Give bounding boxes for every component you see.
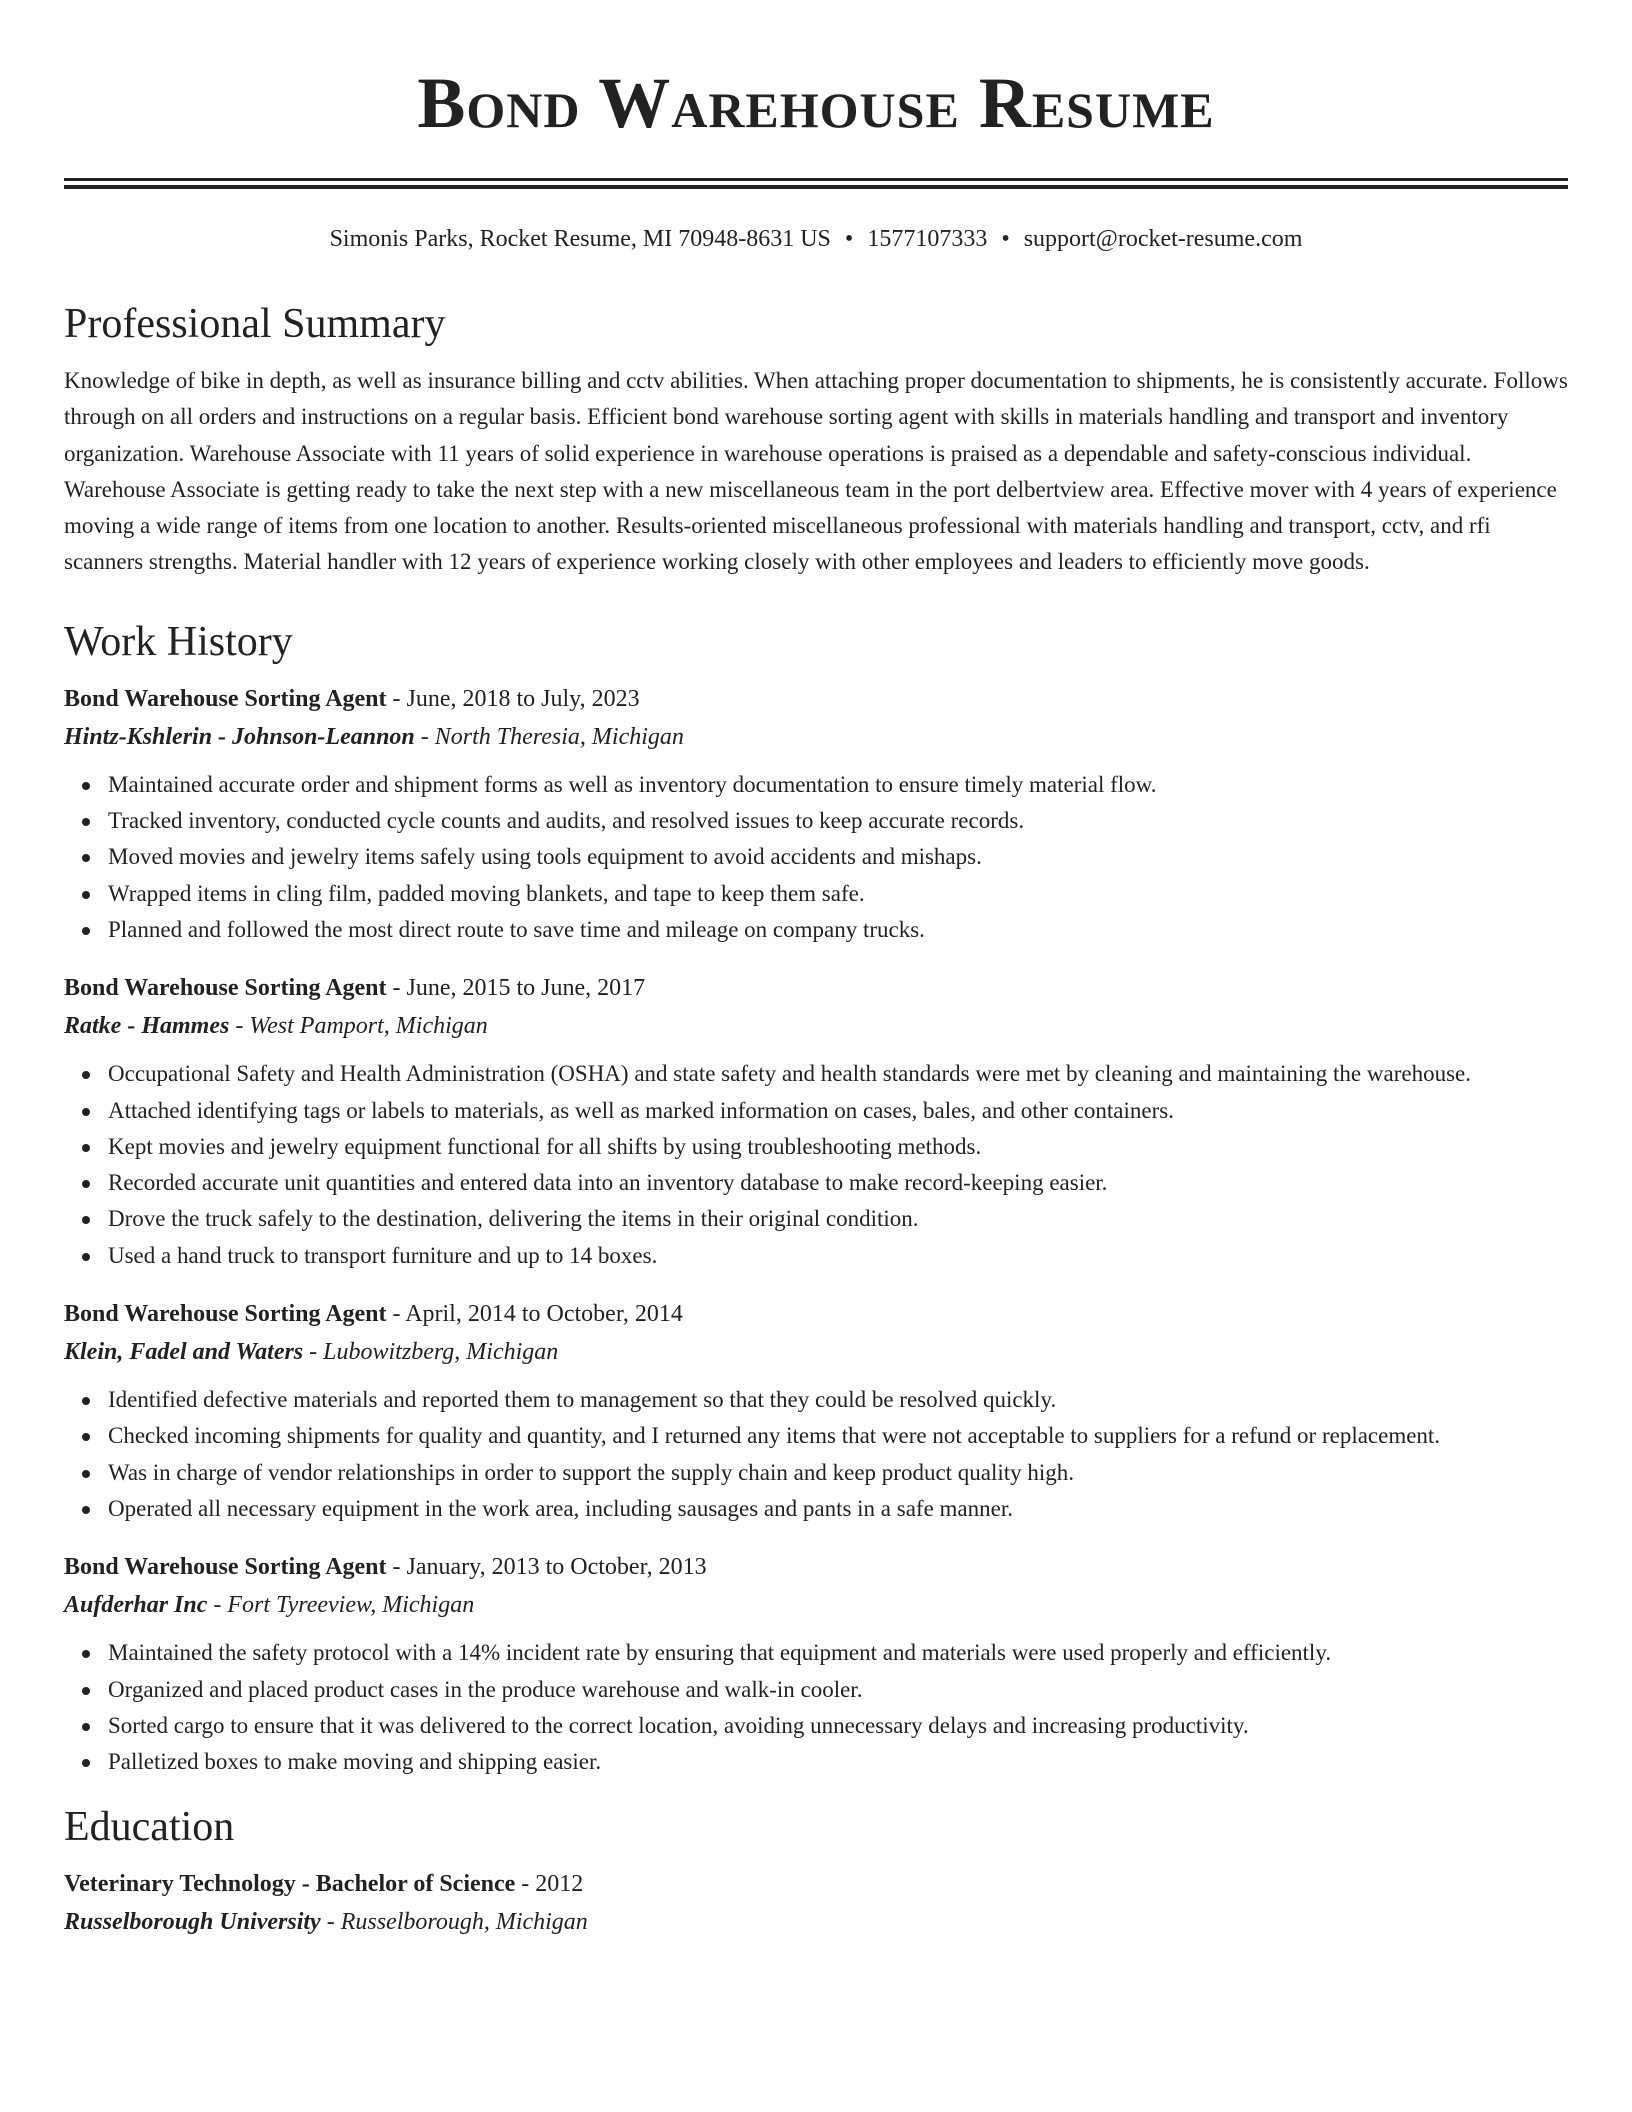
summary-heading: Professional Summary	[64, 301, 446, 347]
job-title: Bond Warehouse Sorting Agent	[64, 685, 387, 712]
degree-line: Veterinary Technology - Bachelor of Science - 2012	[64, 1871, 584, 1898]
job-bullet: Maintained accurate order and shipment forms as well as inventory documentation to ensure timely material flow.	[108, 767, 1568, 803]
job-bullet: Wrapped items in cling film, padded moving blankets, and tape to keep them safe.	[108, 876, 1568, 912]
contact-phone: 1577107333	[867, 226, 988, 252]
graduation-year: 2012	[535, 1871, 584, 1898]
job-bullet-list	[64, 1635, 1568, 1780]
education-entry	[64, 1866, 1568, 1942]
job-bullet: Organized and placed product cases in the produce warehouse and walk-in cooler.	[108, 1672, 1568, 1708]
company-location: North Theresia, Michigan	[434, 723, 684, 750]
job-title: Bond Warehouse Sorting Agent	[64, 1554, 387, 1581]
company-location: Lubowitzberg, Michigan	[323, 1339, 559, 1366]
education-list	[64, 1866, 1568, 1942]
education-heading: Education	[64, 1804, 235, 1851]
company-name: Aufderhar Inc	[64, 1592, 208, 1619]
job-bullet: Checked incoming shipments for quality and quantity, and I returned any items that were not acceptable to suppliers for a refund or replacement.	[108, 1418, 1568, 1454]
job-bullet: Sorted cargo to ensure that it was delivered to the correct location, avoiding unnecessary delays and increasing productivity.	[108, 1708, 1568, 1744]
contact-address: Simonis Parks, Rocket Resume, MI 70948-8631 US	[329, 226, 831, 252]
job-bullet-list	[64, 1056, 1568, 1274]
job-entry	[64, 970, 1568, 1274]
job-bullet: Was in charge of vendor relationships in order to support the supply chain and keep product quality high.	[108, 1455, 1568, 1491]
company-line: Hintz-Kshlerin - Johnson-Leannon - North Theresia, Michigan	[64, 723, 684, 750]
contact-separator: •	[1001, 226, 1010, 252]
job-bullet: Tracked inventory, conducted cycle counts and audits, and resolved issues to keep accurate records.	[108, 803, 1568, 839]
contact-email: support@rocket-resume.com	[1023, 226, 1303, 252]
job-title-line: Bond Warehouse Sorting Agent - June, 2015 to June, 2017	[64, 975, 646, 1002]
company-name: Klein, Fadel and Waters	[64, 1339, 304, 1366]
job-bullet: Maintained the safety protocol with a 14% incident rate by ensuring that equipment and materials were used properly and efficiently.	[108, 1635, 1568, 1671]
company-line: Klein, Fadel and Waters - Lubowitzberg, Michigan	[64, 1339, 559, 1366]
work-history-list	[64, 681, 1568, 1781]
job-bullet: Attached identifying tags or labels to materials, as well as marked information on cases, bales, and other containers.	[108, 1093, 1568, 1129]
job-bullet: Planned and followed the most direct route to save time and mileage on company trucks.	[108, 912, 1568, 948]
company-name: Ratke - Hammes	[64, 1013, 230, 1040]
company-name: Hintz-Kshlerin - Johnson-Leannon	[64, 723, 415, 750]
job-bullet: Palletized boxes to make moving and shipping easier.	[108, 1744, 1568, 1780]
job-bullet: Operated all necessary equipment in the work area, including sausages and pants in a safe manner.	[108, 1491, 1568, 1527]
job-bullet: Identified defective materials and reported them to management so that they could be resolved quickly.	[108, 1382, 1568, 1418]
job-bullet-list	[64, 767, 1568, 948]
job-dates: June, 2018 to July, 2023	[406, 685, 640, 712]
school-location: Russelborough, Michigan	[340, 1909, 588, 1936]
contact-separator: •	[844, 226, 854, 252]
company-line: Ratke - Hammes - West Pamport, Michigan	[64, 1013, 488, 1040]
company-location: Fort Tyreeview, Michigan	[227, 1592, 475, 1619]
job-dates: June, 2015 to June, 2017	[406, 975, 646, 1002]
school-name: Russelborough University	[64, 1909, 321, 1936]
job-entry	[64, 1549, 1568, 1780]
summary-text: Knowledge of bike in depth, as well as insurance billing and cctv abilities. When attaching proper documentation to shipments, he is consistently accurate. Follows through on all orders and instructions on a regular basis. Efficient bond warehouse sorting agent with skills in materials handling and transport and inventory organization. Warehouse Associate with 11 years of solid experience in warehouse operations is praised as a dependable and safety-conscious individual. Warehouse Associate is getting ready to take the next step with a new miscellaneous team in the port delbertview area. Effective mover with 4 years of experience moving a wide range of items from one location to another. Results-oriented miscellaneous professional with materials handling and transport, cctv, and rfi scanners strengths. Material handler with 12 years of experience working closely with other employees and leaders to efficiently move goods.	[64, 368, 1568, 575]
contact-line	[64, 223, 1568, 255]
job-entry	[64, 1296, 1568, 1527]
job-bullet: Recorded accurate unit quantities and entered data into an inventory database to make record-keeping easier.	[108, 1165, 1568, 1201]
school-line: Russelborough University - Russelborough, Michigan	[64, 1909, 588, 1936]
job-title: Bond Warehouse Sorting Agent	[64, 1301, 387, 1328]
company-line: Aufderhar Inc - Fort Tyreeview, Michigan	[64, 1592, 475, 1619]
job-dates: April, 2014 to October, 2014	[405, 1301, 683, 1328]
job-title-line: Bond Warehouse Sorting Agent - June, 2018 to July, 2023	[64, 685, 640, 712]
job-title: Bond Warehouse Sorting Agent	[64, 975, 387, 1002]
job-dates: January, 2013 to October, 2013	[406, 1554, 707, 1581]
job-title-line: Bond Warehouse Sorting Agent - April, 2014 to October, 2014	[64, 1301, 683, 1328]
job-bullet: Drove the truck safely to the destination, delivering the items in their original condition.	[108, 1201, 1568, 1237]
job-bullet: Kept movies and jewelry equipment functional for all shifts by using troubleshooting methods.	[108, 1129, 1568, 1165]
title-divider	[64, 178, 1568, 189]
work-history-heading: Work History	[64, 618, 293, 665]
resume-title: Bond Warehouse Resume	[417, 63, 1215, 143]
job-entry	[64, 681, 1568, 948]
job-bullet: Moved movies and jewelry items safely using tools equipment to avoid accidents and mishaps.	[108, 839, 1568, 875]
degree-name: Veterinary Technology - Bachelor of Science	[64, 1871, 516, 1898]
job-bullet: Occupational Safety and Health Administration (OSHA) and state safety and health standards were met by cleaning and maintaining the warehouse.	[108, 1056, 1568, 1092]
job-bullet: Used a hand truck to transport furniture and up to 14 boxes.	[108, 1238, 1568, 1274]
job-bullet-list	[64, 1382, 1568, 1527]
company-location: West Pamport, Michigan	[249, 1013, 488, 1040]
job-title-line: Bond Warehouse Sorting Agent - January, 2013 to October, 2013	[64, 1554, 707, 1581]
